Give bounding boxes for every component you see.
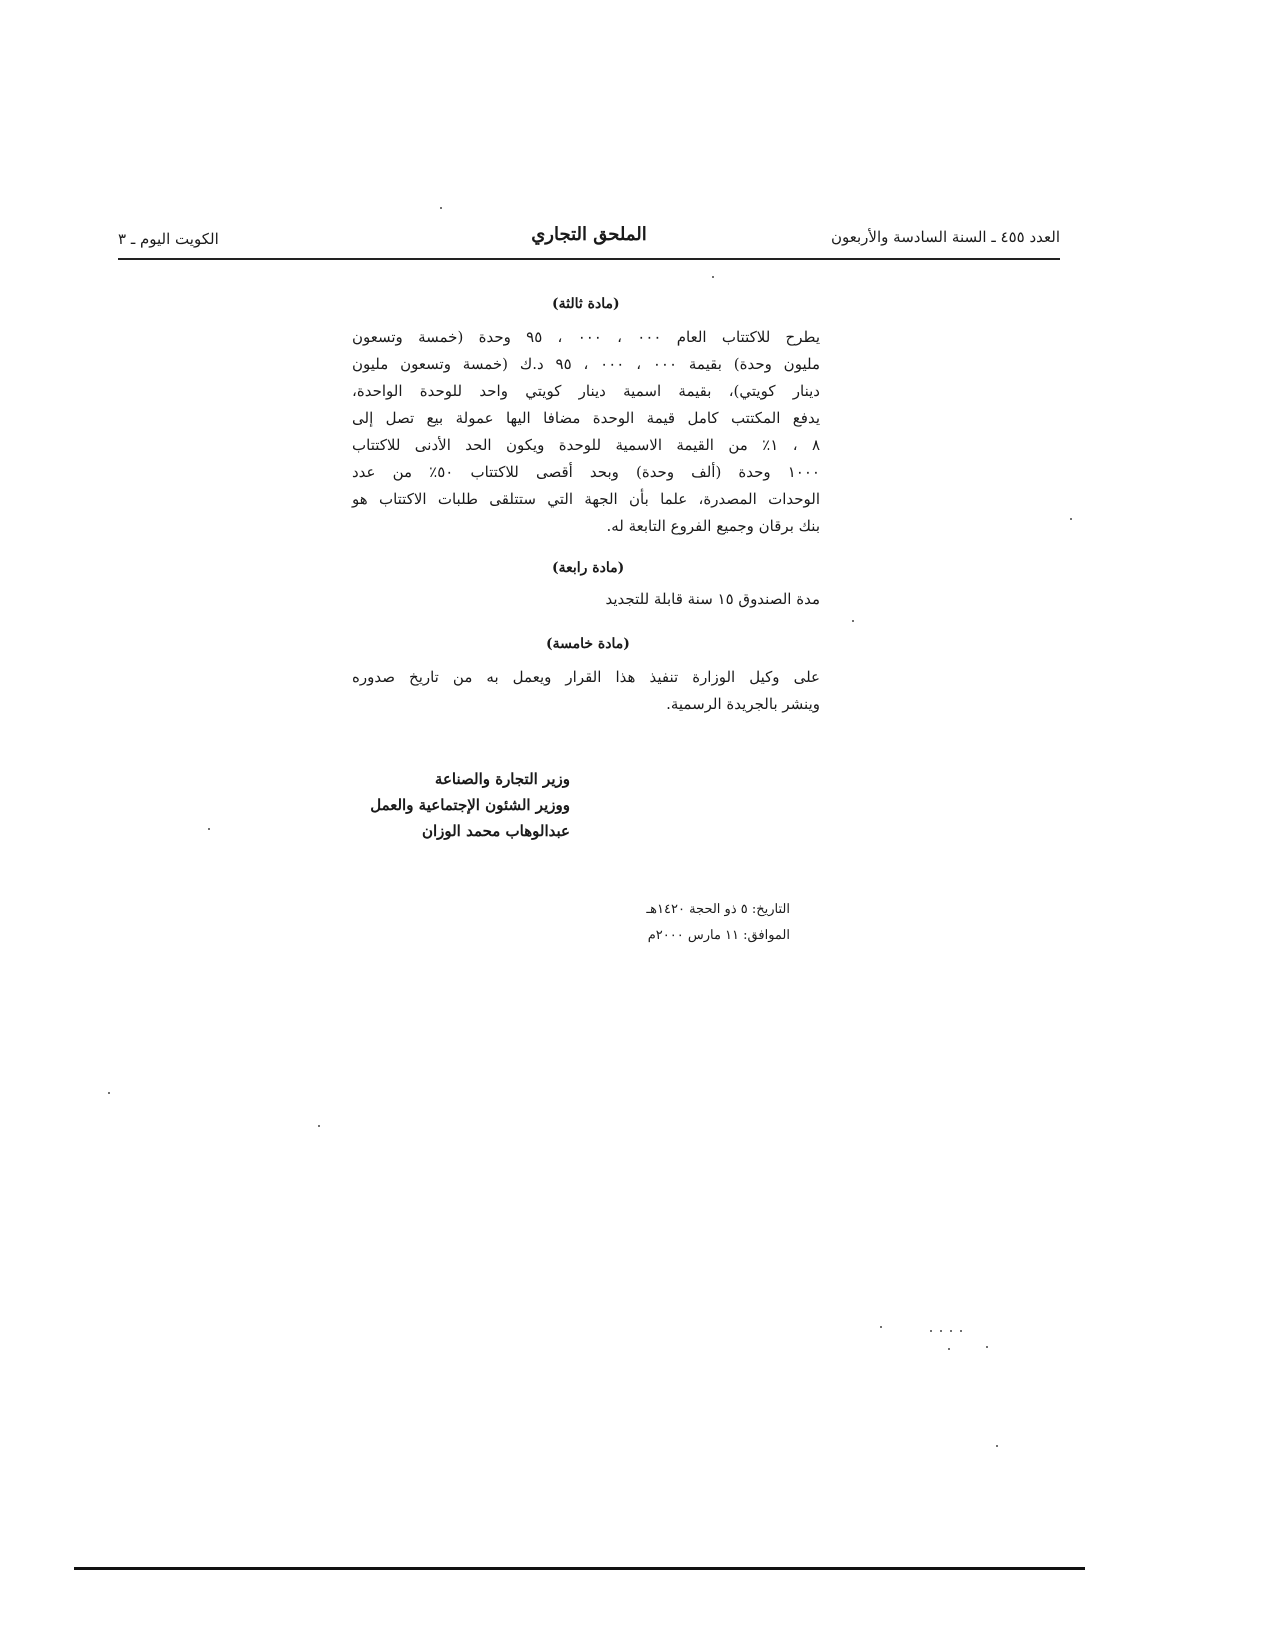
article-4-body	[520, 586, 820, 613]
scan-speck	[930, 1330, 932, 1332]
scan-speck	[318, 1125, 320, 1127]
supplement-title: الملحق التجاري	[531, 224, 647, 245]
scan-speck	[440, 207, 442, 209]
article-3-line: دينار كويتي)، بقيمة اسمية دينار كويتي واحد للوحدة الواحدة،	[352, 382, 820, 400]
signatory-name: عبدالوهاب محمد الوزان	[421, 822, 570, 840]
article-5-line: على وكيل الوزارة تنفيذ هذا القرار ويعمل به من تاريخ صدوره	[352, 668, 820, 686]
scan-speck	[960, 1330, 962, 1332]
article-5-title: (مادة خامسة)	[546, 636, 630, 652]
article-5-body	[352, 664, 820, 718]
newspaper-name: الكويت اليوم ـ ٣	[118, 230, 219, 248]
scan-speck	[880, 1326, 882, 1328]
scan-speck	[986, 1346, 988, 1348]
article-4-line: مدة الصندوق ١٥ سنة قابلة للتجديد	[605, 590, 820, 608]
issue-number: العدد ٤٥٥ ـ السنة السادسة والأربعون	[831, 228, 1060, 246]
article-3-line: يدفع المكتتب كامل قيمة الوحدة مضافا اليها عمولة بيع تصل إلى	[352, 409, 820, 427]
signature-block	[340, 766, 570, 844]
article-3-line: بنك برقان وجميع الفروع التابعة له.	[606, 517, 820, 535]
article-3-line: ٨ ، ١٪ من القيمة الاسمية للوحدة ويكون الحد الأدنى للاكتتاب	[352, 436, 820, 454]
scan-speck	[852, 620, 854, 622]
footer-divider	[74, 1567, 1085, 1570]
scan-speck	[108, 1092, 110, 1094]
article-3-title: (مادة ثالثة)	[552, 296, 620, 312]
date-block	[570, 897, 790, 949]
signatory-title-1: وزير التجارة والصناعة	[434, 770, 570, 788]
article-3-line: يطرح للاكتتاب العام ٠٠٠ ، ٠٠٠ ، ٩٥ وحدة (خمسة وتسعون	[352, 328, 820, 346]
scan-speck	[996, 1445, 998, 1447]
article-3-body	[352, 324, 820, 540]
scan-speck	[948, 1348, 950, 1350]
article-3-line: ١٠٠٠ وحدة (ألف وحدة) وبحد أقصى للاكتتاب ٥٠٪ من عدد	[352, 463, 820, 481]
scan-speck	[208, 828, 210, 830]
scan-speck	[712, 276, 714, 278]
signatory-title-2: ووزير الشئون الإجتماعية والعمل	[370, 796, 570, 814]
article-3-line: مليون وحدة) بقيمة ٠٠٠ ، ٠٠٠ ، ٩٥ د.ك (خمسة وتسعون مليون	[352, 355, 820, 373]
article-3-line: الوحدات المصدرة، علما بأن الجهة التي ستتلقى طلبات الاكتتاب هو	[352, 490, 820, 508]
article-4-title: (مادة رابعة)	[552, 560, 625, 576]
scan-speck	[940, 1330, 942, 1332]
scan-speck	[1070, 518, 1072, 520]
gregorian-date: الموافق: ١١ مارس ٢٠٠٠م	[647, 928, 790, 943]
header-divider	[118, 258, 1060, 260]
page-header	[118, 224, 1060, 258]
article-5-line: وينشر بالجريدة الرسمية.	[666, 695, 820, 713]
hijri-date: التاريخ: ٥ ذو الحجة ١٤٢٠هـ	[646, 902, 790, 917]
scan-speck	[950, 1330, 952, 1332]
